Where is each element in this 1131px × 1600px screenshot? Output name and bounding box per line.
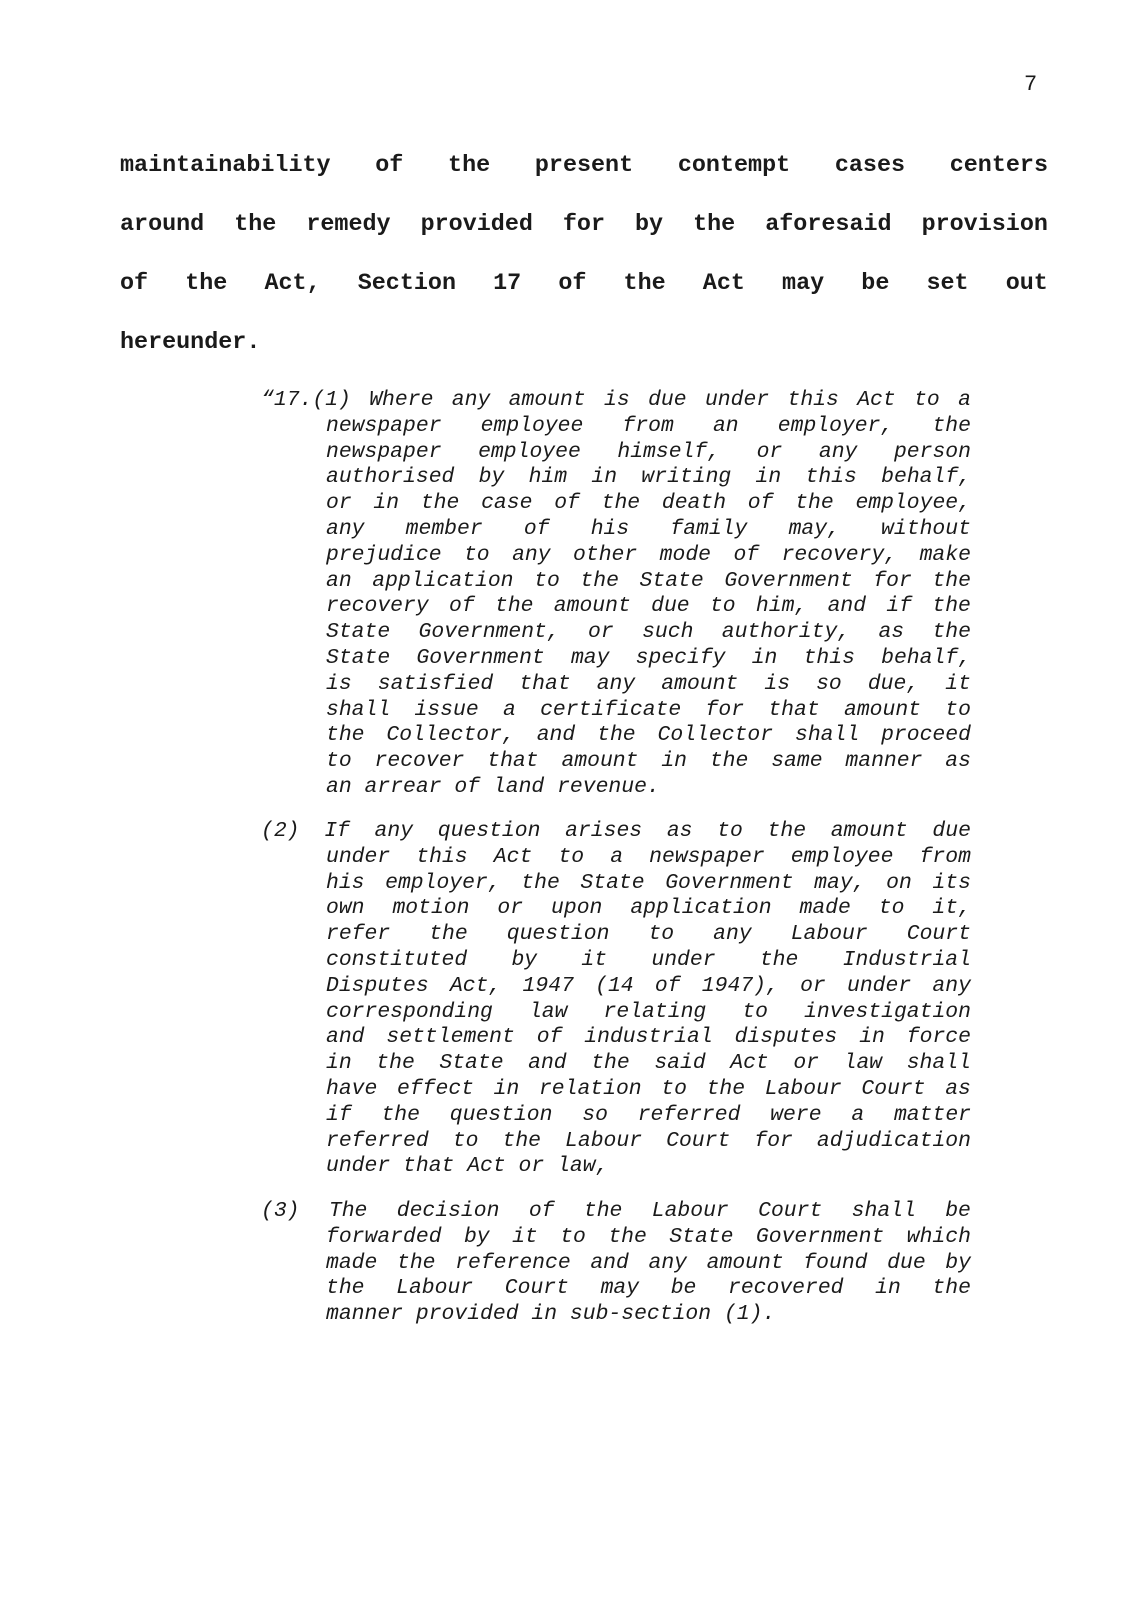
quote-line: under that Act or law,	[326, 1154, 609, 1179]
quote-line: an arrear of land revenue.	[326, 774, 660, 799]
quote-line: made the reference and any amount found due by	[326, 1250, 971, 1275]
subsection-marker: (2)	[261, 819, 300, 843]
quote-line: have effect in relation to the Labour Court as	[326, 1076, 971, 1101]
quote-first-line: (2) If any question arises as to the amount due	[261, 819, 971, 843]
quote-line: newspaper employee from an employer, the	[326, 413, 971, 438]
quote-line: and settlement of industrial disputes in force	[326, 1025, 971, 1050]
quote-line: if the question so referred were a matter	[326, 1102, 971, 1127]
quote-line: recovery of the amount due to him, and if the	[326, 594, 971, 619]
quote-line: referred to the Labour Court for adjudication	[326, 1128, 971, 1153]
quote-line: shall issue a certificate for that amount to	[326, 697, 971, 722]
statute-quote-subsection-1	[261, 388, 971, 801]
quote-line: an application to the State Government for the	[326, 568, 971, 593]
quote-line: authorised by him in writing in this behalf,	[326, 465, 971, 490]
quote-line: constituted by it under the Industrial	[326, 947, 971, 972]
quote-line: in the State and the said Act or law shall	[326, 1051, 971, 1076]
quote-line: the Collector, and the Collector shall proceed	[326, 723, 971, 748]
quote-line: newspaper employee himself, or any person	[326, 439, 971, 464]
quote-line: or in the case of the death of the employee,	[326, 491, 971, 516]
body-line: maintainability of the present contempt cases centers	[120, 153, 1048, 179]
quote-first-line: “17.(1) Where any amount is due under this Act to a	[261, 388, 971, 412]
page-number: 7	[1024, 72, 1038, 97]
quote-line: Disputes Act, 1947 (14 of 1947), or under any	[326, 973, 971, 998]
quote-line: to recover that amount in the same manner as	[326, 749, 971, 774]
quote-line: under this Act to a newspaper employee from	[326, 844, 971, 869]
statute-quote-subsection-2	[261, 819, 971, 1180]
body-line: around the remedy provided for by the aforesaid provision	[120, 212, 1048, 238]
quote-line: corresponding law relating to investigation	[326, 999, 971, 1024]
quote-line: refer the question to any Labour Court	[326, 922, 971, 947]
quote-line: forwarded by it to the State Government which	[326, 1224, 971, 1249]
quote-line: own motion or upon application made to it,	[326, 896, 971, 921]
quote-line: his employer, the State Government may, on its	[326, 870, 971, 895]
statute-quote-subsection-3	[261, 1199, 971, 1328]
quote-line: prejudice to any other mode of recovery, make	[326, 542, 971, 567]
quote-line: manner provided in sub-section (1).	[326, 1302, 776, 1327]
body-line: hereunder.	[120, 330, 261, 356]
quote-first-line: (3) The decision of the Labour Court shall be	[261, 1199, 971, 1223]
quote-line: State Government may specify in this behalf,	[326, 645, 971, 670]
subsection-marker: (3)	[261, 1199, 300, 1223]
quote-line: the Labour Court may be recovered in the	[326, 1276, 971, 1301]
subsection-marker: “17.(1)	[261, 388, 351, 412]
quote-line: is satisfied that any amount is so due, it	[326, 671, 971, 696]
quote-line: any member of his family may, without	[326, 516, 971, 541]
body-line: of the Act, Section 17 of the Act may be set out	[120, 271, 1048, 297]
quote-line: State Government, or such authority, as the	[326, 620, 971, 645]
